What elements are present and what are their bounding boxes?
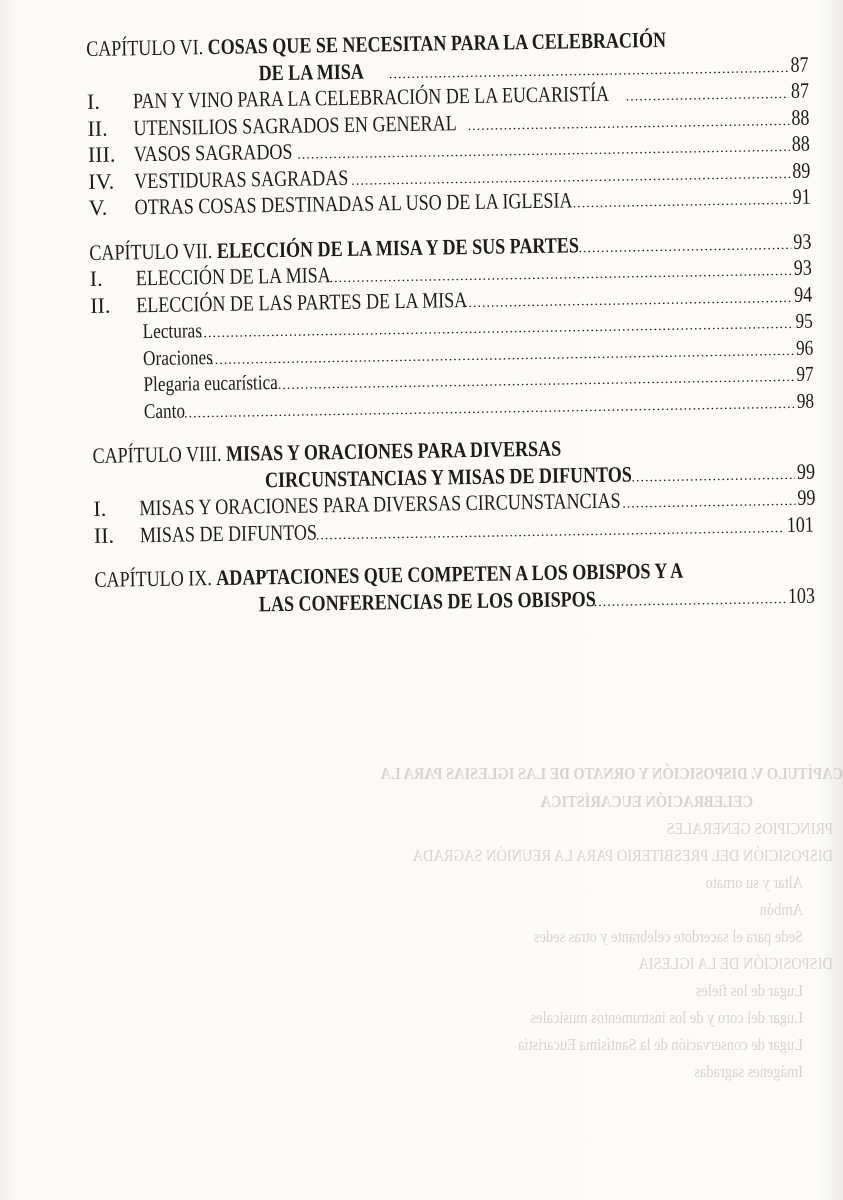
section-number: I.	[93, 495, 107, 521]
page-number: 97	[796, 361, 814, 386]
bleed-line: CAPÍTULO V. DISPOSICIÓN Y ORNATO DE LAS IGLESIAS PARA LA	[380, 764, 843, 783]
page-number: 89	[791, 157, 811, 183]
page-number: 88	[791, 104, 810, 130]
section-number: II.	[90, 292, 111, 318]
subsection-title: Plegaria eucarística	[143, 370, 278, 397]
page-number: 91	[792, 183, 811, 209]
subsection-title: Lecturas	[142, 318, 203, 344]
chapter-title-cont: LAS CONFERENCIAS DE LOS OBISPOS	[258, 585, 596, 616]
chapter-label: CAPÍTULO VI.	[86, 34, 204, 61]
bleed-line: Altar y su ornato	[705, 873, 803, 892]
section-number: III.	[87, 141, 116, 167]
leader-dots	[572, 188, 790, 218]
leader-dots	[578, 232, 791, 262]
page-number: 95	[795, 308, 813, 333]
subsection-title: Canto	[143, 397, 186, 423]
section-number: II.	[93, 522, 115, 548]
bleed-line: Imágenes sagradas	[694, 1062, 803, 1081]
page-number: 98	[796, 388, 815, 413]
section-title: MISAS Y ORACIONES PARA DIVERSAS CIRCUNSTANCIAS	[139, 487, 621, 521]
chapter-title-cont: CIRCUNSTANCIAS Y MISAS DE DIFUNTOS	[264, 460, 633, 492]
page-number: 87	[790, 77, 810, 103]
section-title: ELECCIÓN DE LA MISA	[135, 262, 331, 291]
table-of-contents	[86, 25, 821, 620]
page-number: 93	[793, 254, 812, 280]
section-title: VESTIDURAS SAGRADAS	[134, 164, 349, 193]
bleed-line: Sede para el sacerdote celebrante y otras sedes	[533, 927, 803, 946]
section-title: PAN Y VINO PARA LA CELEBRACIÓN DE LA EUCARISTÍA	[132, 80, 610, 114]
section-number: II.	[87, 115, 108, 141]
chapter-title: ELECCIÓN DE LA MISA Y DE SUS PARTES	[216, 231, 580, 263]
section-number: I.	[86, 88, 101, 114]
bleed-line: Ambón	[759, 900, 803, 919]
leader-dots	[594, 587, 787, 617]
bleed-line: PRINCIPIOS GENERALES	[666, 819, 833, 838]
section-title: MISAS DE DIFUNTOS	[139, 518, 318, 547]
page-number: 99	[797, 484, 816, 510]
bleed-line: DISPOSICIÓN DE LA IGLESIA	[638, 954, 833, 973]
chapter-title-cont: DE LA MISA	[258, 58, 365, 85]
chapter-title: COSAS QUE SE NECESITAN PARA LA CELEBRACIÓN	[207, 26, 667, 60]
bleed-line: CELEBRACIÓN EUCARÍSTICA	[540, 792, 753, 811]
page-number: 96	[795, 335, 814, 360]
chapter-title: ADAPTACIONES QUE COMPETEN A LOS OBISPOS Y A	[216, 557, 684, 591]
bleed-line: Lugar de conservación de la Santísima Eucaristía	[518, 1035, 803, 1054]
page-number: 93	[793, 228, 812, 254]
bleed-line: Lugar de los fieles	[695, 981, 803, 1000]
section-title: ELECCIÓN DE LAS PARTES DE LA MISA	[136, 286, 468, 317]
section-number: IV.	[88, 168, 115, 194]
chapter-label: CAPÍTULO VII.	[89, 237, 213, 265]
section-number: I.	[89, 265, 103, 291]
section-title: UTENSILIOS SAGRADOS EN GENERAL	[133, 109, 457, 140]
bleed-line: Lugar del coro y de los instrumentos musicales	[530, 1008, 803, 1027]
page-number: 94	[793, 281, 813, 307]
chapter-title: MISAS Y ORACIONES PARA DIVERSAS	[225, 435, 562, 466]
chapter-label: CAPÍTULO IX.	[94, 565, 212, 592]
section-title: OTRAS COSAS DESTINADAS AL USO DE LA IGLESIA	[134, 187, 573, 220]
subsection-title: Oraciones	[142, 344, 214, 370]
chapter-label: CAPÍTULO VIII.	[92, 440, 222, 468]
page-number: 88	[791, 130, 811, 156]
page-number: 87	[790, 51, 809, 77]
leader-dots	[622, 489, 796, 518]
leader-dots	[625, 82, 789, 111]
page-number: 103	[787, 582, 816, 608]
section-number: V.	[88, 194, 108, 220]
section-title: VASOS SAGRADOS	[133, 138, 293, 167]
page-number: 99	[796, 458, 816, 484]
bleed-line: DISPOSICIÓN DEL PRESBITERIO PARA LA REUNIÓN SAGRADA	[412, 846, 833, 865]
page-number: 101	[786, 511, 815, 537]
